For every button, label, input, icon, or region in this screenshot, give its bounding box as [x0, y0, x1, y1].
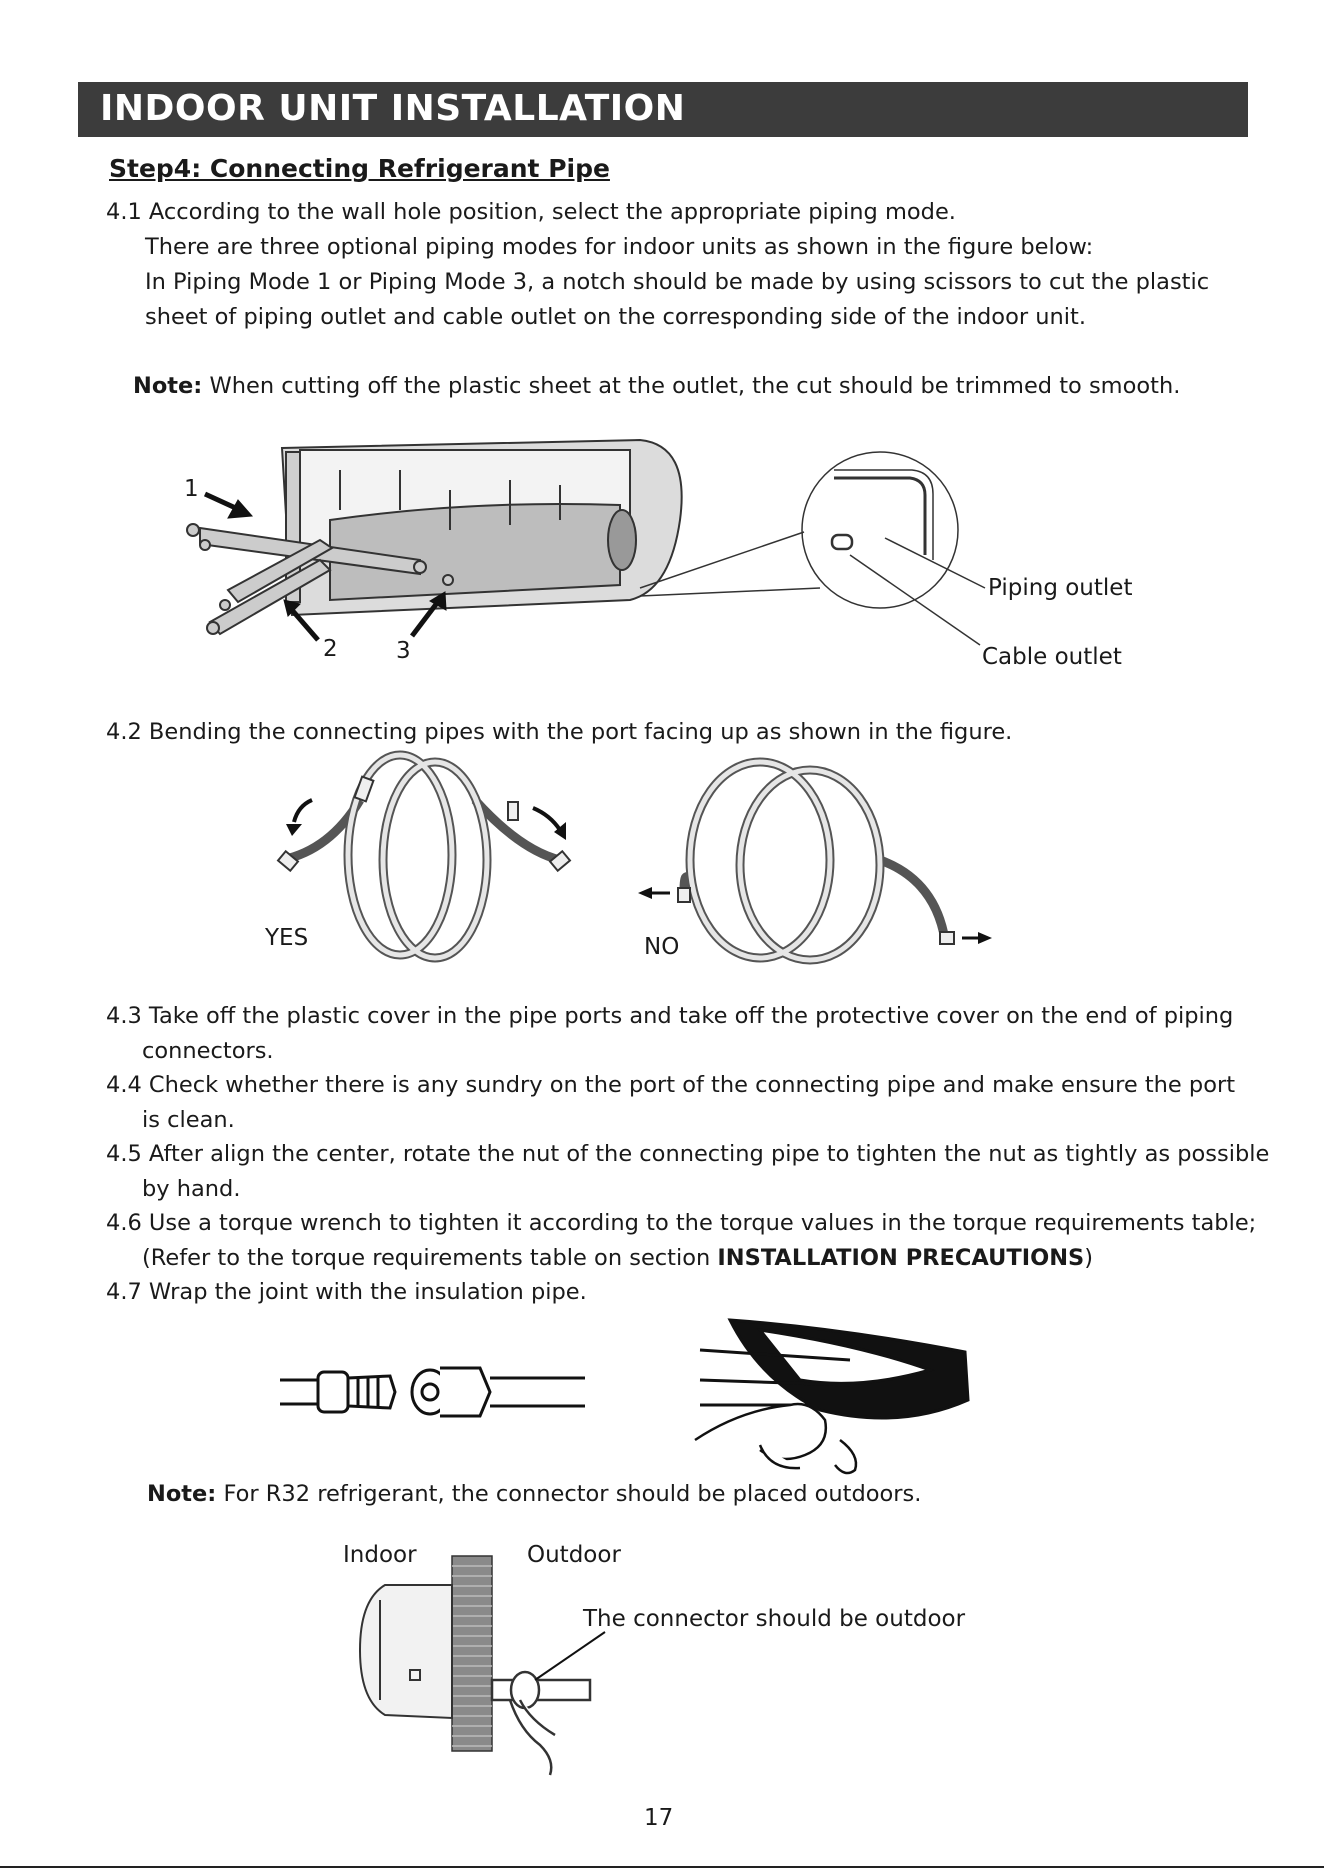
mode-2-label: 2 — [323, 636, 338, 662]
step-4-4-line-2: is clean. — [142, 1107, 235, 1133]
mode-1-label: 1 — [184, 476, 199, 502]
bottom-rule — [0, 1866, 1324, 1868]
step-4-2-line-1: 4.2 Bending the connecting pipes with the port facing up as shown in the figure. — [106, 719, 1013, 745]
step-4-1-line-2: There are three optional piping modes for indoor units as shown in the figure below: — [145, 234, 1094, 260]
step-4-3-line-2: connectors. — [142, 1038, 274, 1064]
cable-outlet-label: Cable outlet — [982, 644, 1122, 670]
page-number: 17 — [644, 1805, 674, 1831]
step-4-3-line-1: 4.3 Take off the plastic cover in the pipe ports and take off the protective cover on the end of piping — [106, 1003, 1234, 1029]
note-r32-text: For R32 refrigerant, the connector should be placed outdoors. — [216, 1481, 922, 1507]
step-4-6-ref-close: ) — [1084, 1245, 1094, 1271]
step-4-6-ref-section: INSTALLATION PRECAUTIONS — [717, 1245, 1085, 1271]
no-label: NO — [644, 934, 680, 960]
yes-label: YES — [265, 925, 309, 951]
step-4-5-line-2: by hand. — [142, 1176, 241, 1202]
step-4-5-line-1: 4.5 After align the center, rotate the nut of the connecting pipe to tighten the nut as tightly as possible — [106, 1141, 1270, 1167]
step-title: Step4: Connecting Refrigerant Pipe — [109, 154, 610, 183]
section-title: INDOOR UNIT INSTALLATION — [100, 88, 686, 129]
step-4-6-ref-text: (Refer to the torque requirements table on section — [142, 1245, 718, 1271]
step-4-6-line-1: 4.6 Use a torque wrench to tighten it according to the torque values in the torque requirements table; — [106, 1210, 1257, 1236]
indoor-label: Indoor — [343, 1542, 417, 1568]
outdoor-pipe — [492, 1672, 590, 1775]
indoor-unit-side — [360, 1585, 452, 1718]
connector-note-label: The connector should be outdoor — [583, 1606, 966, 1632]
piping-outlet-label: Piping outlet — [988, 575, 1133, 601]
step-4-1-line-3: In Piping Mode 1 or Piping Mode 3, a notch should be made by using scissors to cut the plastic — [145, 269, 1210, 295]
outdoor-label: Outdoor — [527, 1542, 621, 1568]
step-4-7-line-1: 4.7 Wrap the joint with the insulation pipe. — [106, 1279, 587, 1305]
step-4-1-line-1: 4.1 According to the wall hole position, select the appropriate piping mode. — [106, 199, 956, 225]
note-label: Note: — [133, 373, 203, 399]
note-r32-label: Note: — [147, 1481, 217, 1507]
note-text: When cutting off the plastic sheet at the outlet, the cut should be trimmed to smooth. — [202, 373, 1181, 399]
connector-leader — [535, 1632, 605, 1680]
step-4-4-line-1: 4.4 Check whether there is any sundry on the port of the connecting pipe and make ensure the port — [106, 1072, 1236, 1098]
mode-3-label: 3 — [396, 638, 411, 664]
step-4-1-line-4: sheet of piping outlet and cable outlet on the corresponding side of the indoor unit. — [145, 304, 1086, 330]
